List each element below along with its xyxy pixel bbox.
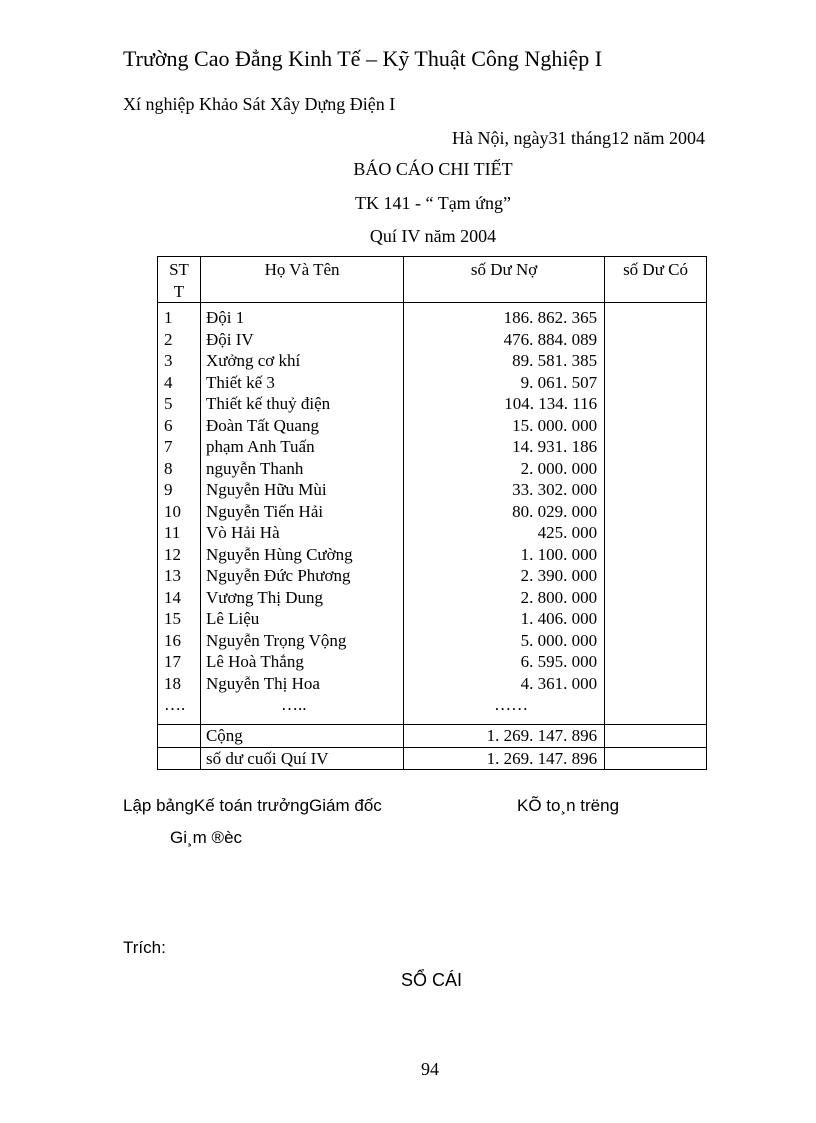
table-row xyxy=(158,329,707,351)
table-row xyxy=(158,479,707,501)
row-credit xyxy=(605,630,707,652)
row-stt: 4 xyxy=(158,372,201,394)
ellipsis-stt: …. xyxy=(158,694,201,725)
row-debit: 9. 061. 507 xyxy=(404,372,605,394)
total-credit xyxy=(605,725,707,748)
header-credit: số Dư Có xyxy=(605,257,707,303)
table-row xyxy=(158,415,707,437)
table-row xyxy=(158,651,707,673)
row-name: Đoàn Tất Quang xyxy=(200,415,403,437)
advance-report-table xyxy=(157,256,707,770)
row-name: Đội IV xyxy=(200,329,403,351)
row-name: Nguyễn Hữu Mùi xyxy=(200,479,403,501)
row-debit: 4. 361. 000 xyxy=(404,673,605,695)
row-name: Nguyễn Trọng Vộng xyxy=(200,630,403,652)
closing-label: số dư cuối Quí IV xyxy=(200,747,403,770)
row-name: Nguyễn Đức Phương xyxy=(200,565,403,587)
row-credit xyxy=(605,522,707,544)
ellipsis-debit: …… xyxy=(404,694,605,725)
row-credit xyxy=(605,393,707,415)
header-name: Họ Và Tên xyxy=(200,257,403,303)
row-credit xyxy=(605,587,707,609)
report-date: Hà Nội, ngày31 tháng12 năm 2004 xyxy=(452,128,705,148)
row-credit xyxy=(605,372,707,394)
row-credit xyxy=(605,651,707,673)
period-title: Quí IV năm 2004 xyxy=(369,226,497,246)
row-credit xyxy=(605,479,707,501)
header-stt-line2: T xyxy=(173,281,185,301)
page-number: 94 xyxy=(421,1059,439,1079)
account-title: TK 141 - “ Tạm ứng” xyxy=(355,193,511,213)
row-name: Vương Thị Dung xyxy=(200,587,403,609)
row-stt: 12 xyxy=(158,544,201,566)
row-stt: 7 xyxy=(158,436,201,458)
row-debit: 476. 884. 089 xyxy=(404,329,605,351)
row-stt: 1 xyxy=(158,303,201,329)
closing-balance-row xyxy=(158,747,707,770)
row-credit xyxy=(605,544,707,566)
row-debit: 2. 390. 000 xyxy=(404,565,605,587)
row-debit: 2. 800. 000 xyxy=(404,587,605,609)
table-row xyxy=(158,544,707,566)
row-stt: 13 xyxy=(158,565,201,587)
row-stt: 15 xyxy=(158,608,201,630)
row-stt: 18 xyxy=(158,673,201,695)
row-stt: 17 xyxy=(158,651,201,673)
row-stt: 9 xyxy=(158,479,201,501)
table-row xyxy=(158,565,707,587)
row-name: Thiết kế 3 xyxy=(200,372,403,394)
row-name: Nguyễn Tiến Hải xyxy=(200,501,403,523)
table-row xyxy=(158,630,707,652)
row-name: Xưởng cơ khí xyxy=(200,350,403,372)
excerpt-label: Trích: xyxy=(123,938,166,957)
header-stt xyxy=(158,257,201,303)
total-debit: 1. 269. 147. 896 xyxy=(404,725,605,748)
row-name: phạm Anh Tuấn xyxy=(200,436,403,458)
row-stt: 8 xyxy=(158,458,201,480)
table-row xyxy=(158,522,707,544)
row-stt: 5 xyxy=(158,393,201,415)
ledger-title: SỔ CÁI xyxy=(401,970,463,990)
table-row xyxy=(158,501,707,523)
total-stt xyxy=(158,725,201,748)
closing-debit: 1. 269. 147. 896 xyxy=(404,747,605,770)
signature-labels: Lập bảngKế toán trưởngGiám đốc xyxy=(123,796,382,815)
row-debit: 104. 134. 116 xyxy=(404,393,605,415)
row-stt: 2 xyxy=(158,329,201,351)
row-debit: 80. 029. 000 xyxy=(404,501,605,523)
table-row xyxy=(158,436,707,458)
total-label: Cộng xyxy=(200,725,403,748)
row-debit: 6. 595. 000 xyxy=(404,651,605,673)
closing-credit xyxy=(605,747,707,770)
company-name: Xí nghiệp Khảo Sát Xây Dựng Điện I xyxy=(123,94,396,114)
row-credit xyxy=(605,608,707,630)
ellipsis-credit xyxy=(605,694,707,725)
row-debit: 5. 000. 000 xyxy=(404,630,605,652)
school-name: Trường Cao Đẳng Kinh Tế – Kỹ Thuật Công Nghiệp I xyxy=(123,46,603,71)
table-row xyxy=(158,587,707,609)
row-credit xyxy=(605,501,707,523)
header-debit: số Dư Nợ xyxy=(404,257,605,303)
chief-accountant-label: KÕ to¸n trëng xyxy=(517,796,620,815)
table-row xyxy=(158,350,707,372)
row-name: nguyễn Thanh xyxy=(200,458,403,480)
row-name: Lê Hoà Thắng xyxy=(200,651,403,673)
row-credit xyxy=(605,303,707,329)
table-row xyxy=(158,608,707,630)
row-debit: 89. 581. 385 xyxy=(404,350,605,372)
row-stt: 10 xyxy=(158,501,201,523)
row-credit xyxy=(605,350,707,372)
row-name: Nguyễn Thị Hoa xyxy=(200,673,403,695)
director-label: Gi¸m ®èc xyxy=(170,828,243,847)
row-debit: 1. 100. 000 xyxy=(404,544,605,566)
closing-stt xyxy=(158,747,201,770)
row-name: Đội 1 xyxy=(200,303,403,329)
row-stt: 11 xyxy=(158,522,201,544)
table-row xyxy=(158,458,707,480)
ellipsis-name: ….. xyxy=(200,694,403,725)
row-credit xyxy=(605,415,707,437)
row-credit xyxy=(605,565,707,587)
row-credit xyxy=(605,673,707,695)
table-row xyxy=(158,673,707,695)
row-debit: 15. 000. 000 xyxy=(404,415,605,437)
row-stt: 14 xyxy=(158,587,201,609)
row-stt: 6 xyxy=(158,415,201,437)
row-debit: 33. 302. 000 xyxy=(404,479,605,501)
row-debit: 2. 000. 000 xyxy=(404,458,605,480)
row-name: Vò Hải Hà xyxy=(200,522,403,544)
row-debit: 1. 406. 000 xyxy=(404,608,605,630)
header-stt-line1: ST xyxy=(169,260,189,279)
table-row xyxy=(158,372,707,394)
row-credit xyxy=(605,329,707,351)
row-stt: 3 xyxy=(158,350,201,372)
row-name: Thiết kế thuỷ điện xyxy=(200,393,403,415)
row-name: Nguyễn Hùng Cường xyxy=(200,544,403,566)
total-row xyxy=(158,725,707,748)
table-row xyxy=(158,303,707,329)
table-header-row xyxy=(158,257,707,303)
row-name: Lê Liệu xyxy=(200,608,403,630)
row-debit: 14. 931. 186 xyxy=(404,436,605,458)
row-credit xyxy=(605,458,707,480)
row-debit: 186. 862. 365 xyxy=(404,303,605,329)
row-credit xyxy=(605,436,707,458)
table-row xyxy=(158,393,707,415)
row-debit: 425. 000 xyxy=(404,522,605,544)
report-title: BÁO CÁO CHI TIẾT xyxy=(353,159,513,179)
row-stt: 16 xyxy=(158,630,201,652)
ellipsis-row xyxy=(158,694,707,725)
